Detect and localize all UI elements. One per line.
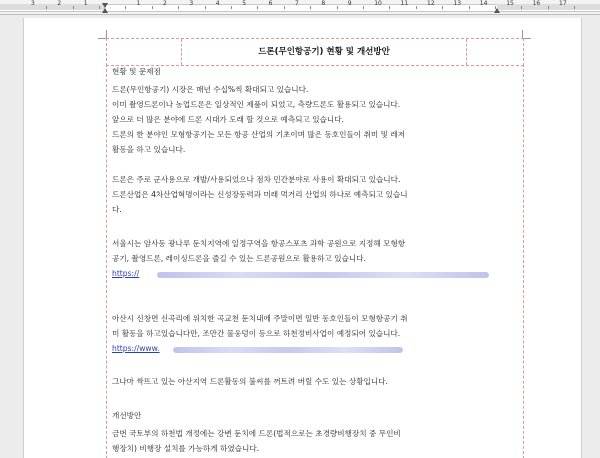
paragraph-line: 드론산업은 4차산업혁명이라는 신성장동력과 미래 먹거리 산업의 하나로 예측되고 있습니 [112,190,408,199]
ruler-number: 16 [532,0,541,7]
ruler-number: 11 [400,0,409,7]
ruler-left-margin [0,4,105,10]
ruler-number: 1 [136,0,141,7]
document-title[interactable]: 드론(무인항공기) 현황 및 개선방안 [258,47,390,57]
title-table-right-cell[interactable] [466,39,523,65]
ruler-number: 1 [83,0,88,7]
ruler-tick [125,6,126,9]
ruler-number: 3 [189,0,194,7]
redacted-url-blur [173,347,403,353]
ruler-tick [363,6,364,9]
paragraph-line: 행장치) 비행장 설치를 가능하게 하였습니다. [112,444,260,453]
paragraph-line: 앞으로 더 많은 분야에 드론 시대가 도래 할 것으로 예측되고 있습니다. [112,115,344,124]
ruler-tick [469,6,470,9]
ruler-number: 13 [453,0,462,7]
paragraph-line: 활동을 하고 있습니다. [112,145,186,154]
paragraph-line: 드론의 한 분야인 모형항공기는 모든 항공 산업의 기초이며 많은 동호인들이 취미 및 레저 [112,130,406,139]
ruler-tick [310,6,311,9]
paragraph-line: 공기, 촬영드론, 레이싱드론을 즐길 수 있는 드론공원으로 활용하고 있습니다. [112,254,366,263]
ruler-number: 12 [427,0,435,7]
seoul-park-link[interactable]: https:// [112,269,140,278]
document-body[interactable] [106,64,524,458]
ruler-tick [46,6,47,9]
ruler-tick [99,6,100,9]
paragraph-line: 서울시는 암사동 광나루 둔치지역에 일정구역을 항공스포츠 과학 공원으로 지정해 모형항 [112,239,406,248]
ruler-number: 9 [347,0,352,7]
ruler-tick [152,6,153,9]
section-heading: 현황 및 문제점 [112,67,161,76]
left-indent-marker[interactable] [102,8,108,13]
ruler-tick [231,6,232,9]
ruler-tick [205,6,206,9]
ruler-number: 10 [374,0,382,7]
ruler-tick [574,6,575,9]
ruler-tick [442,6,443,9]
right-indent-marker[interactable] [494,8,500,13]
ruler-number: 3 [31,0,35,7]
ruler-tick [178,6,179,9]
ruler-tick [548,6,549,9]
ruler-tick [389,6,390,9]
ruler-number: 4 [215,0,220,7]
asan-article-link[interactable]: https://www. [112,344,160,353]
paragraph-line: 이미 촬영드론이나 농업드론은 일상적인 제품이 되었고, 측량드론도 활용되고 있습니다. [112,100,401,109]
ruler-number: 6 [268,0,273,7]
title-table-left-cell[interactable] [107,39,182,65]
ruler-tick [73,6,74,9]
paragraph-line: 드론은 주로 군사용으로 개발/사용되었으나 점차 민간분야로 사용이 확대되고 있습니다. [112,175,401,184]
paragraph-line: 아산시 신창면 신곡리에 위치한 곡교천 둔치내에 주말이면 일반 동호인들이 모형항공기 취 [112,314,408,323]
section-heading: 개선방안 [112,411,142,420]
ruler-number: 5 [242,0,247,7]
paragraph-line: 드론(무인항공기) 시장은 매년 수십%씩 확대되고 있습니다. [112,85,309,94]
ruler-number: 15 [506,0,514,7]
ruler-number: 17 [559,0,567,7]
paragraph-line: 그나마 싹뜨고 있는 아산지역 드론활동의 불씨를 꺼트려 버릴 수도 있는 상황입니다. [112,377,388,386]
ruler-number: 8 [321,0,326,7]
redacted-url-blur [157,272,489,278]
ruler-tick [337,6,338,9]
ruler-number: 7 [295,0,299,7]
paragraph-line: 금번 국토부의 하천법 개정에는 강변 둔치에 드론(법적으로는 초경량비행장치 중 무인비 [112,429,401,438]
ruler-tick [416,6,417,9]
ruler-number: 2 [57,0,62,7]
paragraph-line: 다. [112,205,122,214]
ruler-tick [257,6,258,9]
document-page[interactable] [23,18,582,458]
ruler-tick [521,6,522,9]
horizontal-ruler[interactable] [0,0,600,15]
title-table [106,38,524,66]
ruler-number: 14 [479,0,488,7]
ruler-number: 2 [163,0,167,7]
ruler-tick [284,6,285,9]
paragraph-line: 미 활동을 하고있습니다만, 조만간 물웅덩이 등으로 하천정비사업이 예정되어 있습니다. [112,329,401,338]
